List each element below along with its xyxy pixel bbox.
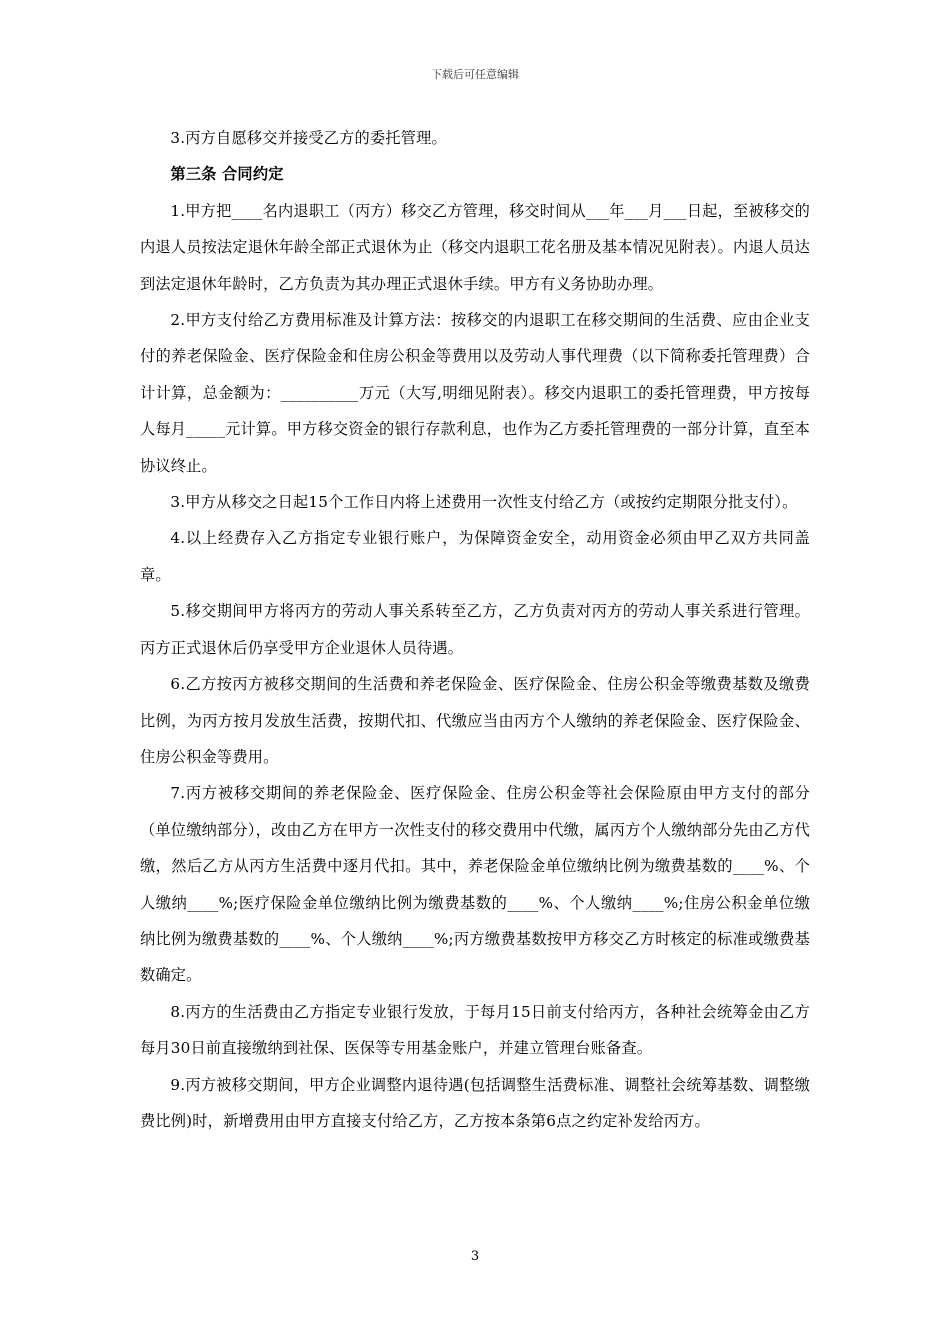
page-header: 下载后可任意编辑 (431, 68, 519, 81)
clause-paragraph: 6.乙方按丙方被移交期间的生活费和养老保险金、医疗保险金、住房公积金等缴费基数及缴费比例，为丙方按月发放生活费，按期代扣、代缴应当由丙方个人缴纳的养老保险金、医疗保险金、住房公积金等费用。 (140, 675, 810, 766)
clause-paragraph: 1.甲方把____名内退职工（丙方）移交乙方管理，移交时间从___年___月___日起，至被移交的内退人员按法定退休年龄全部正式退休为止（移交内退职工花名册及基本情况见附表）。内退人员达到法定退休年龄时，乙方负责为其办理正式退休手续。甲方有义务协助办理。 (140, 201, 810, 293)
page-number: 3 (470, 1249, 480, 1264)
clause-paragraph: 7.丙方被移交期间的养老保险金、医疗保险金、住房公积金等社会保险原由甲方支付的部分（单位缴纳部分），改由乙方在甲方一次性支付的移交费用中代缴，属丙方个人缴纳部分先由乙方代缴，然后乙方从丙方生活费中逐月代扣。其中，养老保险金单位缴纳比例为缴费基数的____%、个人缴纳____%;医疗保险金单位缴纳比例为缴费基数的____%、个人缴纳____%;住房公积金单位缴纳比例为缴费基数的____%、个人缴纳____%;丙方缴费基数按甲方移交乙方时核定的标准或缴费基数确定。 (140, 784, 810, 985)
clause-paragraph: 3.甲方从移交之日起15个工作日内将上述费用一次性支付给乙方（或按约定期限分批支付）。 (170, 493, 798, 512)
clause-paragraph: 3.丙方自愿移交并接受乙方的委托管理。 (170, 129, 447, 147)
section-heading: 第三条 合同约定 (170, 165, 284, 184)
clause-paragraph: 4.以上经费存入乙方指定专业银行账户，为保障资金安全，动用资金必须由甲乙双方共同盖章。 (140, 529, 810, 584)
clause-paragraph: 9.丙方被移交期间，甲方企业调整内退待遇(包括调整生活费标准、调整社会统筹基数、调整缴费比例)时，新增费用由甲方直接支付给乙方，乙方按本条第6点之约定补发给丙方。 (140, 1075, 810, 1130)
clause-paragraph: 2.甲方支付给乙方费用标准及计算方法：按移交的内退职工在移交期间的生活费、应由企业支付的养老保险金、医疗保险金和住房公积金等费用以及劳动人事代理费（以下简称委托管理费）合计计算，总金额为：__________万元（大写,明细见附表）。移交内退职工的委托管理费，甲方按每人每月_____元计算。甲方移交资金的银行存款利息，也作为乙方委托管理费的一部分计算，直至本协议终止。 (140, 311, 810, 475)
clause-paragraph: 8.丙方的生活费由乙方指定专业银行发放，于每月15日前支付给丙方，各种社会统筹金由乙方每月30日前直接缴纳到社保、医保等专用基金账户，并建立管理台账备查。 (140, 1002, 810, 1058)
document-body (140, 120, 810, 1139)
clause-paragraph: 5.移交期间甲方将丙方的劳动人事关系转至乙方，乙方负责对丙方的劳动人事关系进行管理。丙方正式退休后仍享受甲方企业退休人员待遇。 (140, 602, 810, 657)
